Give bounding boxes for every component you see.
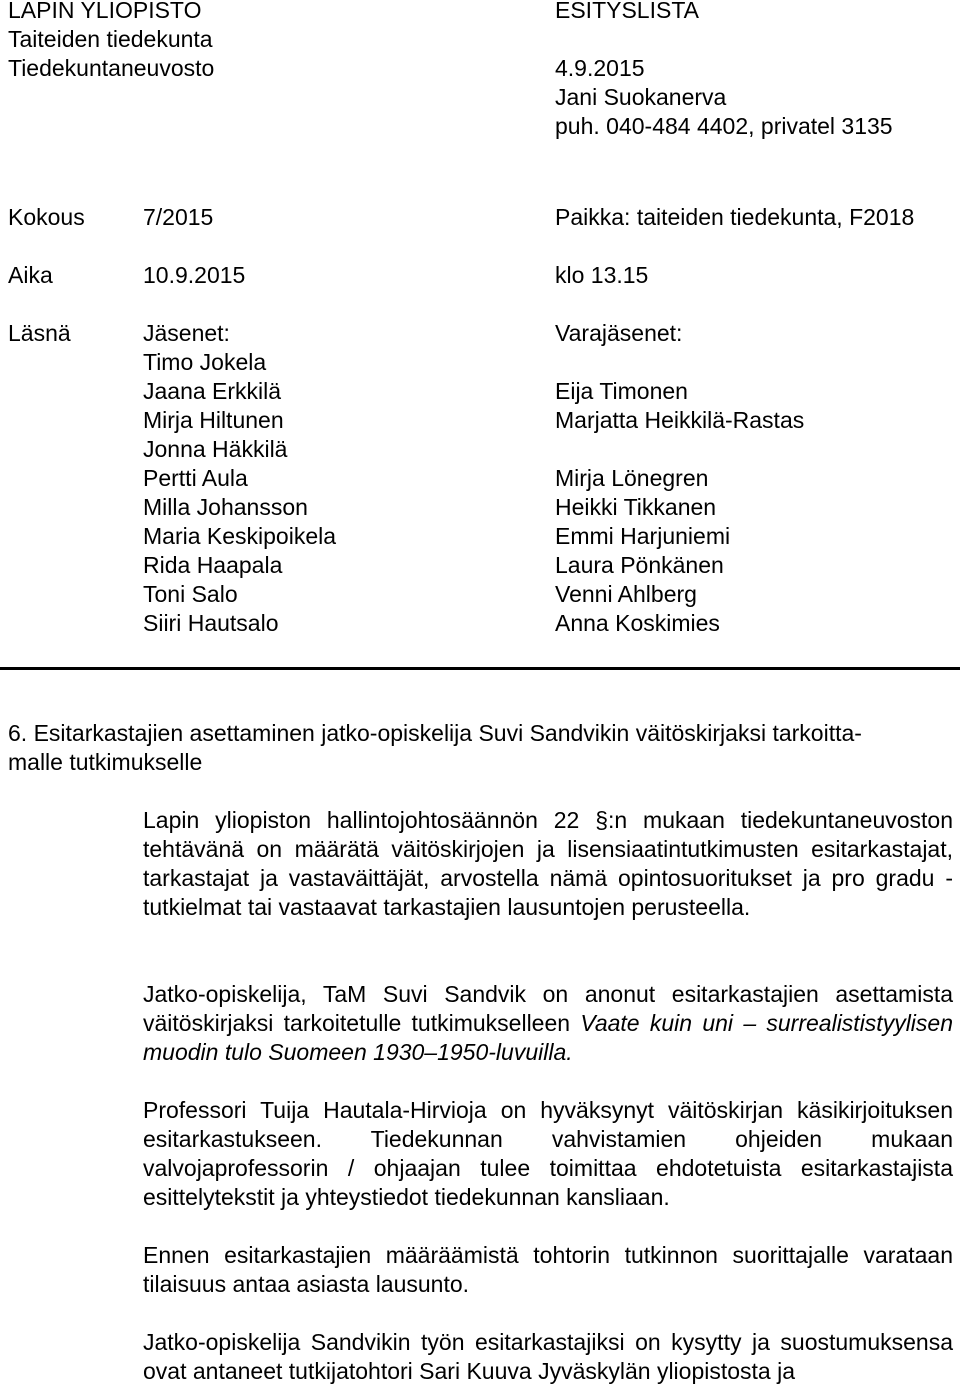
paragraph-text: Professori Tuija Hautala-Hirvioja on hyväksynyt väitöskirjan käsikirjoituksen esitarkastukseen. Tiedekunnan vahvistamien ohjeiden mukaan valvojaprofessorin / ohjaajan tulee toimittaa ehdotetuista esitarkastajista esittelytekstit ja yhteystiedot tiedekunnan kansliaan. <box>143 1097 953 1210</box>
council-name: Tiedekuntaneuvosto <box>8 55 215 81</box>
paragraph-text: Jatko-opiskelija Sandvikin työn esitarkastajiksi on kysytty ja suostumuksensa ovat antaneet tutkijatohtori Sari Kuuva Jyväskylän yliopistosta ja <box>143 1329 953 1384</box>
meeting-time: klo 13.15 <box>555 262 649 288</box>
kokous-label: Kokous <box>8 204 85 230</box>
contact-phone: puh. 040-484 4402, privatel 3135 <box>555 113 893 139</box>
item-title-line-1: 6. Esitarkastajien asettaminen jatko-opiskelija Suvi Sandvikin väitöskirjaksi tarkoitta- <box>8 720 862 746</box>
deputy-name: Marjatta Heikkilä-Rastas <box>555 407 805 433</box>
section-divider <box>0 667 960 670</box>
deputy-name: Venni Ahlberg <box>555 581 697 607</box>
item-title-line-2: malle tutkimukselle <box>8 749 203 775</box>
university-name: LAPIN YLIOPISTO <box>8 0 202 23</box>
kokous-value: 7/2015 <box>143 204 214 230</box>
document-date: 4.9.2015 <box>555 55 645 81</box>
member-name: Pertti Aula <box>143 465 248 491</box>
members-list <box>143 348 336 638</box>
member-name: Maria Keskipoikela <box>143 523 337 549</box>
aika-value: 10.9.2015 <box>143 262 246 288</box>
member-name: Jonna Häkkilä <box>143 436 288 462</box>
faculty-name: Taiteiden tiedekunta <box>8 26 213 52</box>
deputy-name: Heikki Tikkanen <box>555 494 717 520</box>
paragraph-regulation <box>143 806 953 922</box>
paragraph-application <box>143 980 953 1067</box>
aika-label: Aika <box>8 262 53 288</box>
deputy-name <box>555 435 804 464</box>
paragraph-text: Jatko-opiskelija, TaM Suvi Sandvik on anonut esitarkastajien asettamista väitöskirjaksi tarkoitetulle tutkimukselleen <box>143 981 953 1036</box>
members-heading: Jäsenet: <box>143 320 230 346</box>
member-name: Timo Jokela <box>143 349 267 375</box>
dissertation-title: Vaate kuin uni – surrealististyylisen muodin tulo Suomeen 1930–1950-luvuilla. <box>143 1010 953 1065</box>
deputy-name: Eija Timonen <box>555 378 688 404</box>
deputy-name: Anna Koskimies <box>555 610 720 636</box>
deputy-name: Mirja Lönegren <box>555 465 709 491</box>
paragraph-supervisor <box>143 1096 953 1212</box>
lasna-label: Läsnä <box>8 320 71 346</box>
deputy-name <box>555 348 804 377</box>
member-name: Toni Salo <box>143 581 238 607</box>
member-name: Rida Haapala <box>143 552 283 578</box>
deputy-name: Laura Pönkänen <box>555 552 724 578</box>
paragraph-text: Ennen esitarkastajien määräämistä tohtorin tutkinnon suorittajalle varataan tilaisuus antaa asiasta lausunto. <box>143 1242 953 1297</box>
member-name: Mirja Hiltunen <box>143 407 284 433</box>
document-type: ESITYSLISTA <box>555 0 700 23</box>
deputies-heading: Varajäsenet: <box>555 320 683 346</box>
member-name: Milla Johansson <box>143 494 308 520</box>
paragraph-statement <box>143 1241 953 1299</box>
contact-name: Jani Suokanerva <box>555 84 727 110</box>
deputies-list <box>555 348 804 638</box>
paragraph-text: Lapin yliopiston hallintojohtosäännön 22 §:n mukaan tiedekuntaneuvoston tehtävänä on määrätä väitöskirjojen ja lisensiaatintutkimusten esitarkastajat, tarkastajat ja vastaväittäjät, arvostella nämä opintosuoritukset ja pro gradu -tutkielmat tai vastaavat tarkastajien lausuntojen perusteella. <box>143 807 953 920</box>
paragraph-examiners <box>143 1328 953 1386</box>
member-name: Jaana Erkkilä <box>143 378 282 404</box>
deputy-name: Emmi Harjuniemi <box>555 523 731 549</box>
meeting-location: Paikka: taiteiden tiedekunta, F2018 <box>555 204 915 230</box>
member-name: Siiri Hautsalo <box>143 610 279 636</box>
